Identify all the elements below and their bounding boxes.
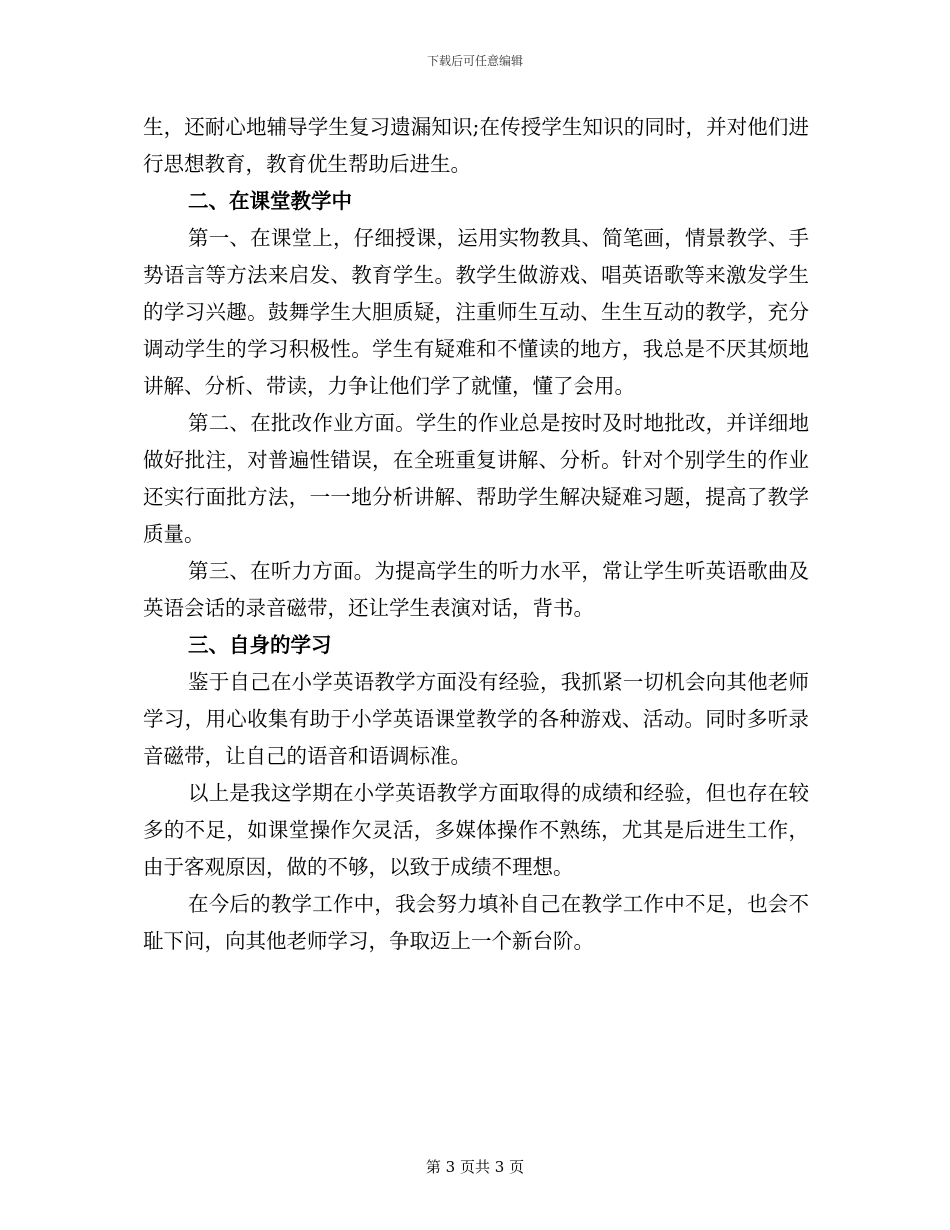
section-heading-self-study: 三、自身的学习	[188, 633, 332, 657]
paragraph-first: 第一、在课堂上，仔细授课，运用实物教具、简笔画，情景教学、手势语言等方法来启发、教育学生。教学生做游戏、唱英语歌等来激发学生的学习兴趣。鼓舞学生大胆质疑，注重师生互动、生生互动的教学，充分调动学生的学习积极性。学生有疑难和不懂读的地方，我总是不厌其烦地讲解、分析、带读，力争让他们学了就懂，懂了会用。	[143, 226, 809, 398]
page-header: 下载后可任意编辑	[426, 54, 523, 68]
paragraph-third: 第三、在听力方面。为提高学生的听力水平，常让学生听英语歌曲及英语会话的录音磁带，还让学生表演对话，背书。	[143, 559, 809, 620]
page-footer: 第 3 页共 3 页	[425, 1158, 525, 1176]
paragraph-future: 在今后的教学工作中，我会努力填补自己在教学工作中不足，也会不耻下问，向其他老师学习，争取迈上一个新台阶。	[143, 892, 809, 953]
paragraph-continued: 生，还耐心地辅导学生复习遗漏知识;在传授学生知识的同时，并对他们进行思想教育，教育优生帮助后进生。	[143, 115, 809, 176]
paragraph-second: 第二、在批改作业方面。学生的作业总是按时及时地批改，并详细地做好批注，对普遍性错误，在全班重复讲解、分析。针对个别学生的作业还实行面批方法，一一地分析讲解、帮助学生解决疑难习题，提高了教学质量。	[143, 411, 809, 546]
document-body	[143, 109, 809, 960]
paragraph-self-study: 鉴于自己在小学英语教学方面没有经验，我抓紧一切机会向其他老师学习，用心收集有助于小学英语课堂教学的各种游戏、活动。同时多听录音磁带，让自己的语音和语调标准。	[143, 670, 809, 768]
section-heading-classroom: 二、在课堂教学中	[188, 189, 352, 213]
paragraph-summary: 以上是我这学期在小学英语教学方面取得的成绩和经验，但也存在较多的不足，如课堂操作欠灵活，多媒体操作不熟练，尤其是后进生工作，由于客观原因，做的不够，以致于成绩不理想。	[143, 781, 809, 879]
